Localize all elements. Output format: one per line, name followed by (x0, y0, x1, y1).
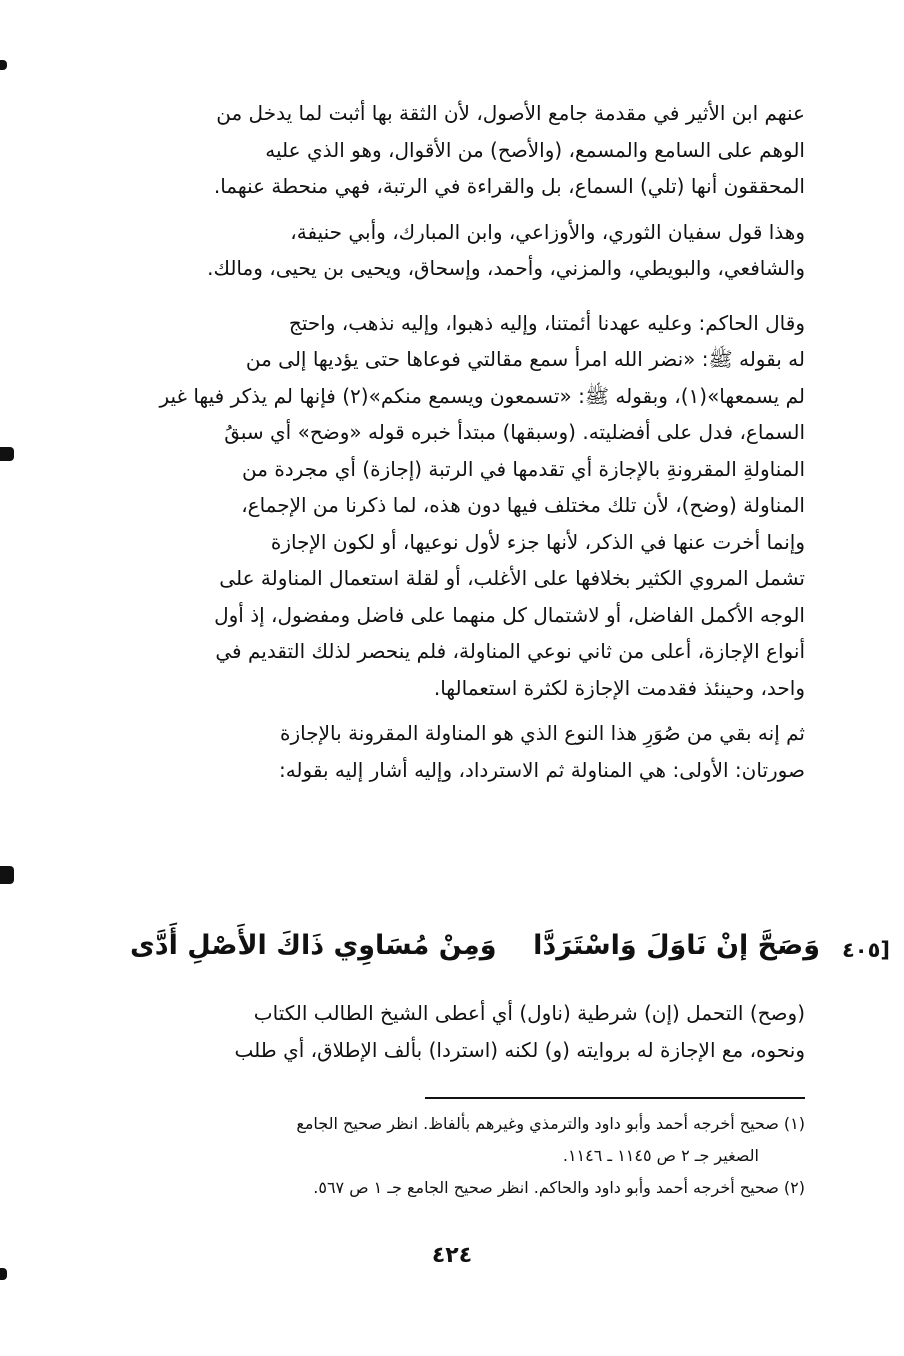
main-text-top (105, 95, 805, 788)
text-line: الوجه الأكمل الفاضل، أو لاشتمال كل منهما على فاضل ومفضول، إذ أول (214, 602, 805, 627)
verse-number: [٤٠٥ (841, 938, 890, 962)
scan-edge-mark (0, 866, 14, 884)
text-line: لم يسمعها»(١)، وبقوله ﷺ: «تسمعون ويسمع منكم»(٢) فإنها لم يذكر فيها غير (159, 383, 805, 408)
scan-edge-mark (0, 447, 14, 461)
text-line: وهذا قول سفيان الثوري، والأوزاعي، وابن المبارك، وأبي حنيفة، (290, 219, 805, 244)
text-line: المناولةِ المقرونةِ بالإجازة أي تقدمها في الرتبة (إجازة) أي مجردة من (242, 456, 805, 481)
commentary-text (105, 995, 805, 1068)
verse-first-hemistich: وَصَحَّ إنْ نَاوَلَ وَاسْتَرَدَّا (533, 930, 820, 961)
footnote-line: الصغير جـ ٢ ص ١١٤٥ ـ ١١٤٦. (562, 1146, 759, 1165)
paragraph (105, 305, 805, 707)
scan-edge-mark (0, 60, 7, 70)
paragraph (105, 715, 805, 788)
text-line: واحد، وحينئذ فقدمت الإجازة لكثرة استعمالها. (433, 675, 805, 700)
text-line: والشافعي، والبويطي، والمزني، وأحمد، وإسحاق، ويحيى بن يحيى، ومالك. (207, 256, 805, 280)
text-line: أنواع الإجازة، أعلى من ثاني نوعي المناولة، فلم ينحصر لذلك التقديم في (215, 639, 805, 663)
page-number: ٤٢٤ (431, 1243, 473, 1268)
text-line: عنهم ابن الأثير في مقدمة جامع الأصول، لأن الثقة بها أثبت لما يدخل من (216, 101, 805, 125)
text-line: الوهم على السامع والمسمع، (والأصح) من الأقوال، وهو الذي عليه (265, 137, 805, 162)
text-line: ثم إنه بقي من صُوَرِ هذا النوع الذي هو المناولة المقرونة بالإجازة (280, 721, 805, 745)
text-line: المحققون أنها (تلي) السماع، بل والقراءة في الرتبة، فهي منحطة عنهما. (213, 174, 805, 198)
text-line: صورتان: الأولى: هي المناولة ثم الاسترداد، وإليه أشار إليه بقوله: (278, 757, 805, 782)
verse-second-hemistich: وَمِنْ مُسَاوِي ذَاكَ الأَصْلِ أَدَّى (130, 930, 497, 961)
footnote-line: (٢) صحيح أخرجه أحمد وأبو داود والحاكم. انظر صحيح الجامع جـ ١ ص ٥٦٧. (313, 1178, 805, 1197)
text-line: وقال الحاكم: وعليه عهدنا أئمتنا، وإليه ذهبوا، وإليه نذهب، واحتج (288, 310, 805, 335)
paragraph (105, 214, 805, 287)
footnotes (105, 1108, 805, 1204)
paragraph (105, 95, 805, 205)
footnote-line: (١) صحيح أخرجه أحمد وأبو داود والترمذي وغيرهم بألفاظ. انظر صحيح الجامع (296, 1114, 805, 1133)
footnote-separator (425, 1097, 805, 1099)
text-line: وإنما أخرت عنها في الذكر، لأنها جزء لأول نوعيها، أو لكون الإجازة (270, 529, 805, 554)
scan-edge-mark (0, 1268, 7, 1280)
text-line: له بقوله ﷺ: «نضر الله امرأ سمع مقالتي فوعاها حتى يؤديها إلى من (245, 347, 805, 371)
verse-line (130, 930, 890, 978)
text-line: السماع، فدل على أفضليته. (وسبقها) مبتدأ خبره قوله «وضح» أي سبقُ (224, 420, 805, 444)
text-line: تشمل المروي الكثير بخلافها على الأغلب، أو لقلة استعمال المناولة على (219, 566, 805, 590)
text-line: ونحوه، مع الإجازة له بروايته (و) لكنه (استردا) بألف الإطلاق، أي طلب (234, 1037, 805, 1062)
text-line: (وصح) التحمل (إن) شرطية (ناول) أي أعطى الشيخ الطالب الكتاب (253, 1001, 805, 1025)
text-line: المناولة (وضح)، لأن تلك مختلف فيها دون هذه، لما ذكرنا من الإجماع، (241, 493, 805, 517)
